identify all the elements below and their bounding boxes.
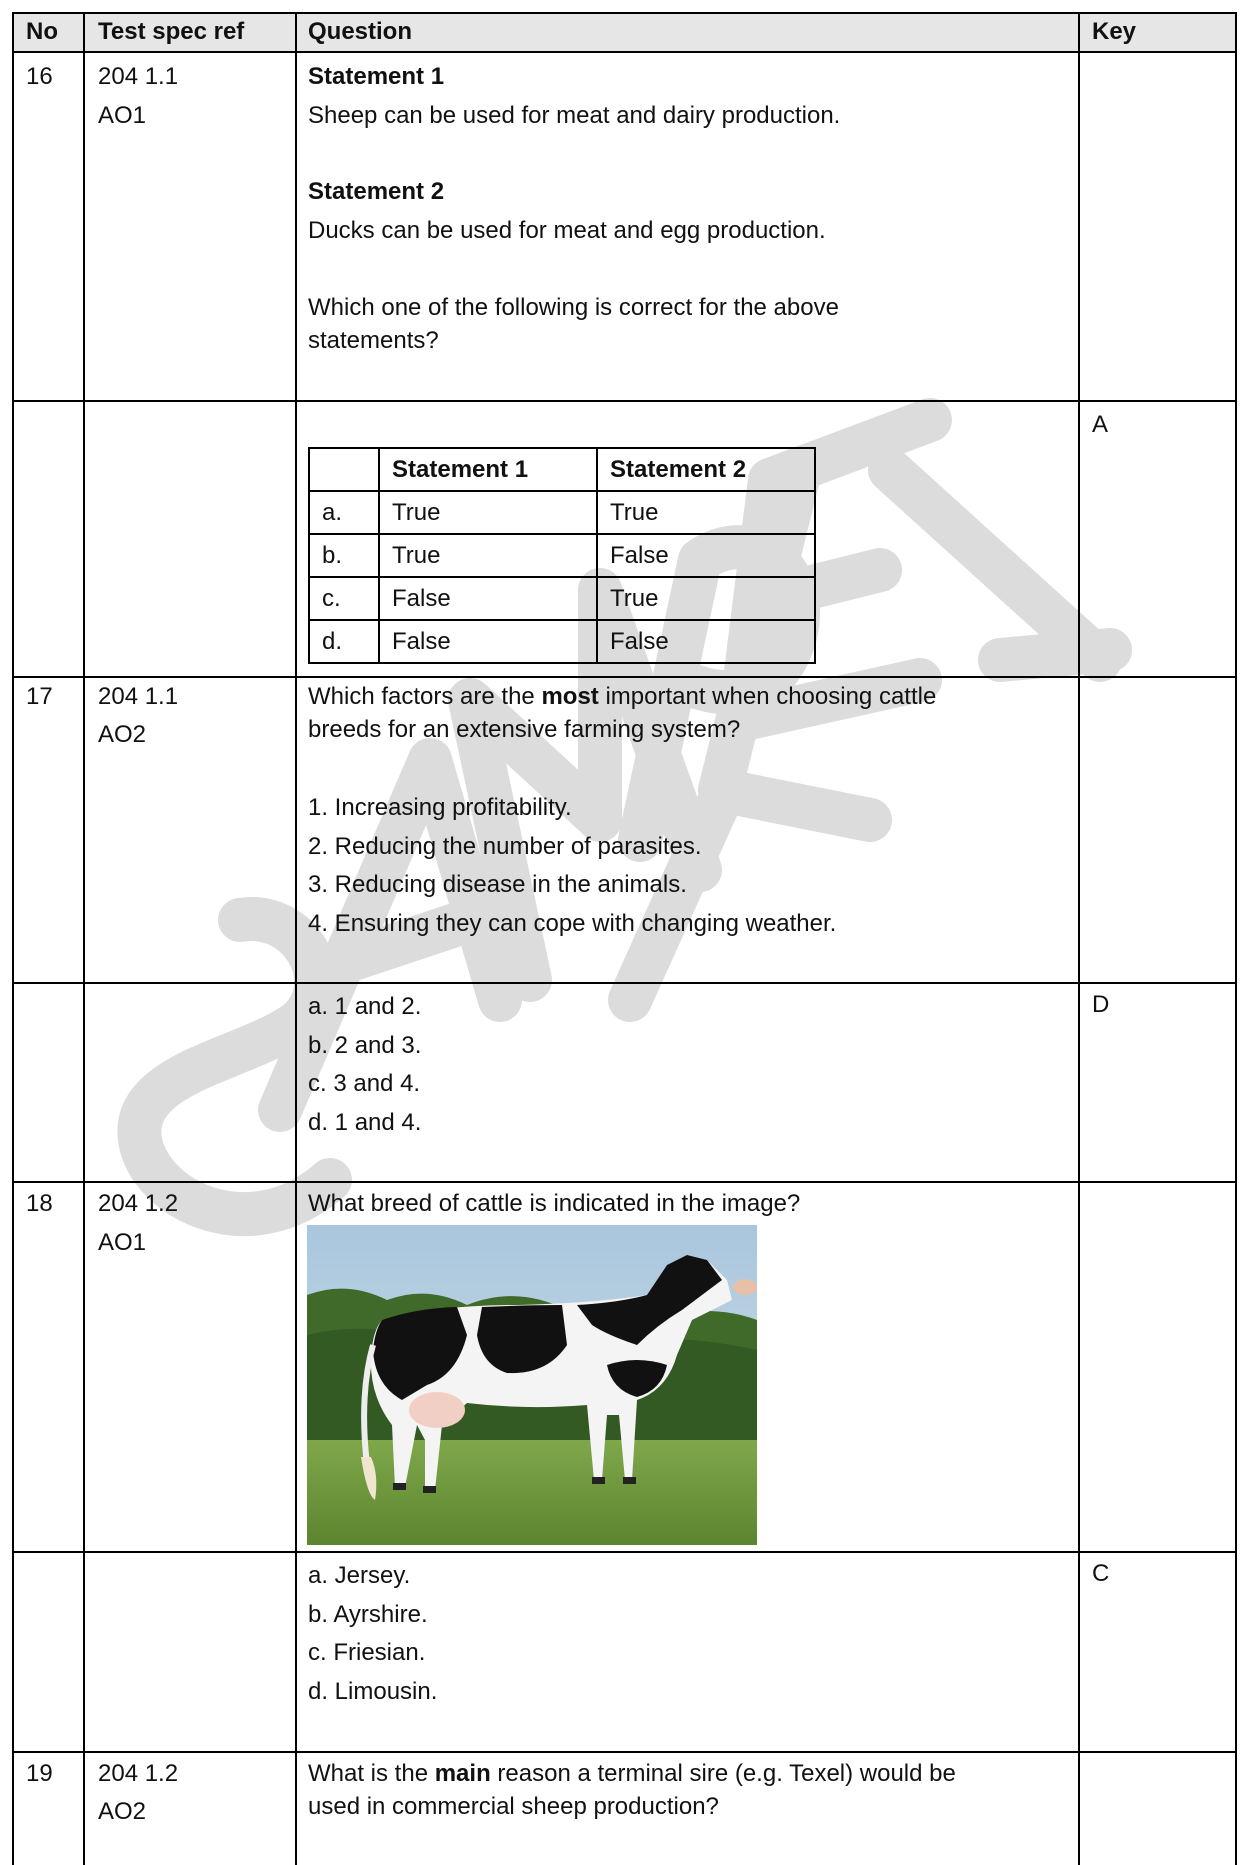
- table-cell: c.: [309, 577, 379, 620]
- question-text-line-2: breeds for an extensive farming system?: [308, 716, 741, 743]
- question-text-post: important when choosing cattle: [598, 683, 937, 710]
- table-cell: False: [597, 534, 815, 577]
- question-prompt: Which one of the following is correct for the above: [308, 294, 839, 321]
- list-item: a. Jersey.: [308, 1562, 411, 1589]
- spec-ref: 204 1.2: [98, 1760, 179, 1787]
- answer-options: [308, 1557, 437, 1711]
- list-item: c. Friesian.: [308, 1639, 426, 1666]
- table-cell: d.: [309, 620, 379, 663]
- list-item: c. 3 and 4.: [308, 1070, 421, 1097]
- assessment-objective: AO2: [98, 1798, 147, 1825]
- question-text-pre: Which factors are the: [308, 683, 542, 710]
- list-item: 1. Increasing profitability.: [308, 794, 572, 821]
- table-cell: False: [597, 620, 815, 663]
- cow-image: [307, 1225, 757, 1545]
- factor-list: [308, 789, 836, 943]
- grid-line: [295, 12, 297, 1865]
- question-text-emphasis: main: [434, 1760, 491, 1787]
- list-item: 2. Reducing the number of parasites.: [308, 832, 702, 860]
- grid-line: [12, 1751, 1237, 1753]
- question-text: What breed of cattle is indicated in the image?: [308, 1190, 801, 1217]
- table-row: [309, 491, 815, 534]
- header-test-spec-ref: Test spec ref: [98, 18, 245, 45]
- table-row: [309, 620, 815, 663]
- list-item: d. 1 and 4.: [308, 1108, 422, 1136]
- table-cell: True: [379, 491, 597, 534]
- list-item: 4. Ensuring they can cope with changing weather.: [308, 909, 837, 937]
- header-key: Key: [1092, 18, 1137, 45]
- list-item: a. 1 and 2.: [308, 993, 422, 1020]
- question-number: 16: [26, 63, 53, 90]
- answer-options: [308, 988, 421, 1142]
- table-cell: False: [379, 577, 597, 620]
- table-cell: True: [379, 534, 597, 577]
- list-item: b. 2 and 3.: [308, 1031, 422, 1059]
- question-text: [308, 1757, 956, 1790]
- table-cell: [309, 448, 379, 491]
- grid-line: [12, 12, 1237, 14]
- grid-line: [12, 1551, 1237, 1553]
- list-item: d. Limousin.: [308, 1677, 438, 1705]
- assessment-objective: AO2: [98, 721, 147, 748]
- assessment-objective: AO1: [98, 102, 147, 129]
- list-item: 3. Reducing disease in the animals.: [308, 871, 687, 898]
- grid-line: [12, 1181, 1237, 1183]
- question-text: [308, 680, 936, 713]
- table-header-cell: Statement 2: [597, 448, 815, 491]
- grid-line: [12, 676, 1237, 678]
- header-question: Question: [308, 18, 413, 45]
- question-text-pre: What is the: [308, 1760, 435, 1787]
- table-cell: b.: [309, 534, 379, 577]
- table-cell: True: [597, 577, 815, 620]
- spec-ref: 204 1.1: [98, 683, 179, 710]
- table-row: [309, 534, 815, 577]
- question-text-emphasis: most: [541, 683, 599, 710]
- statement-2-title: Statement 2: [308, 178, 445, 205]
- grid-line: [12, 982, 1237, 984]
- grid-line: [12, 12, 14, 1865]
- statement-1-text: Sheep can be used for meat and dairy production.: [308, 102, 841, 129]
- table-row: [309, 577, 815, 620]
- question-number: 19: [26, 1760, 53, 1787]
- statement-2-text: Ducks can be used for meat and egg production.: [308, 217, 826, 244]
- answer-key: C: [1092, 1560, 1110, 1587]
- table-header-cell: Statement 1: [379, 448, 597, 491]
- answer-key: D: [1092, 991, 1110, 1018]
- assessment-objective: AO1: [98, 1229, 147, 1256]
- statements-table: [308, 447, 816, 664]
- table-row: [309, 448, 815, 491]
- question-number: 18: [26, 1190, 53, 1217]
- table-cell: False: [379, 620, 597, 663]
- header-no: No: [26, 18, 58, 45]
- question-text-post: reason a terminal sire (e.g. Texel) would be: [490, 1760, 956, 1787]
- question-number: 17: [26, 683, 53, 710]
- grid-line: [1078, 12, 1080, 1865]
- spec-ref: 204 1.1: [98, 63, 179, 90]
- question-text-line-2: used in commercial sheep production?: [308, 1793, 719, 1820]
- grid-line: [12, 51, 1237, 53]
- table-cell: True: [597, 491, 815, 534]
- answer-key: A: [1092, 411, 1109, 438]
- table-cell: a.: [309, 491, 379, 534]
- grid-line: [1235, 12, 1237, 1865]
- grid-line: [83, 12, 85, 1865]
- grid-line: [12, 400, 1237, 402]
- list-item: b. Ayrshire.: [308, 1600, 428, 1628]
- question-prompt: statements?: [308, 327, 439, 354]
- spec-ref: 204 1.2: [98, 1190, 179, 1217]
- statement-1-title: Statement 1: [308, 63, 445, 90]
